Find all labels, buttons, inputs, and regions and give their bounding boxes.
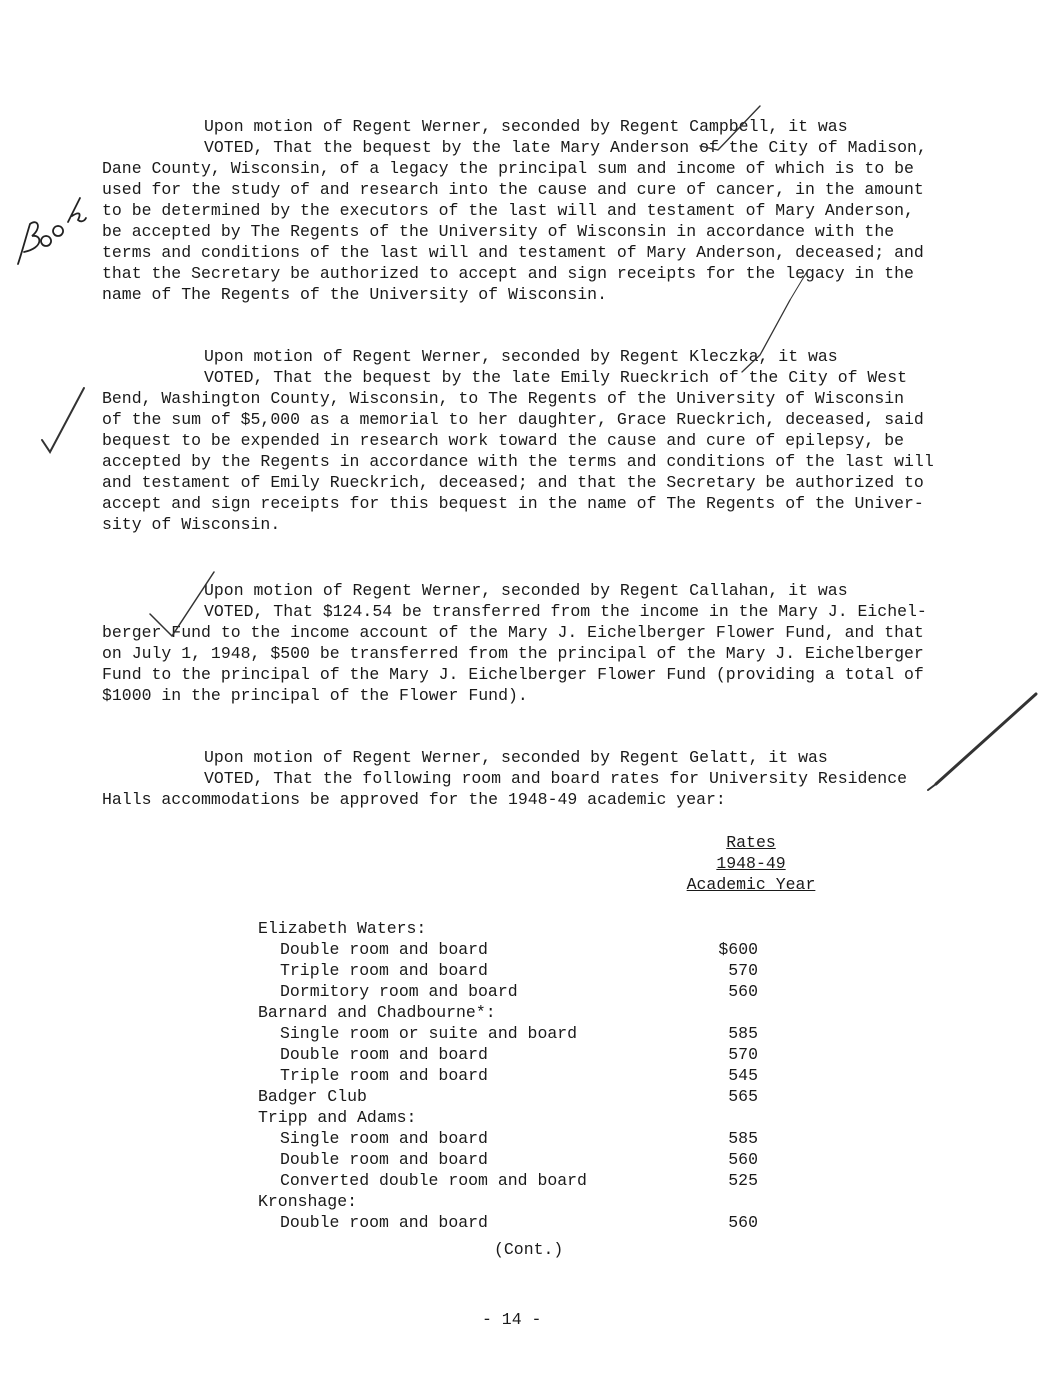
text-line: $1000 in the principal of the Flower Fund).: [102, 686, 528, 705]
text-line: to be determined by the executors of the last will and testament of Mary Anderson,: [102, 201, 914, 220]
rates-table: [258, 918, 778, 1233]
paragraph-anderson-bequest: [102, 116, 992, 305]
paragraph-eichelberger-transfer: [102, 580, 992, 706]
rates-header-line: 1948-49: [716, 854, 786, 873]
rate-value: $600: [718, 940, 758, 959]
paragraph-residence-rates: [102, 747, 992, 810]
text-line: of the sum of $5,000 as a memorial to her daughter, Grace Rueckrich, deceased, said: [102, 410, 924, 429]
rate-label: Kronshage:: [258, 1192, 358, 1211]
text-line: bequest to be expended in research work toward the cause and cure of epilepsy, be: [102, 431, 905, 450]
rate-value: 525: [728, 1171, 758, 1190]
text-line: Upon motion of Regent Werner, seconded by Regent Campbell, it was: [204, 117, 848, 136]
rate-row: [258, 1065, 778, 1086]
rate-row: [258, 1149, 778, 1170]
text-line: accept and sign receipts for this bequest in the name of The Regents of the Univer-: [102, 494, 924, 513]
text-line: Upon motion of Regent Werner, seconded by Regent Kleczka, it was: [204, 347, 838, 366]
rate-row: [258, 918, 778, 939]
text-line: terms and conditions of the last will and testament of Mary Anderson, deceased; and: [102, 243, 924, 262]
text-line: accepted by the Regents in accordance with the terms and conditions of the last will: [102, 452, 934, 471]
rate-label: Badger Club: [258, 1087, 367, 1106]
rate-label: Tripp and Adams:: [258, 1108, 417, 1127]
rate-label: Converted double room and board: [280, 1171, 587, 1190]
text-line: be accepted by The Regents of the University of Wisconsin in accordance with the: [102, 222, 895, 241]
rate-value: 585: [728, 1129, 758, 1148]
text-line: on July 1, 1948, $500 be transferred from the principal of the Mary J. Eichelberger: [102, 644, 924, 663]
rates-header-line: Academic Year: [686, 875, 816, 894]
rate-value: 545: [728, 1066, 758, 1085]
rate-label: Double room and board: [280, 1045, 488, 1064]
rate-row: [258, 1191, 778, 1212]
rate-label: Single room or suite and board: [280, 1024, 578, 1043]
rate-value: 560: [728, 1150, 758, 1169]
text-line: used for the study of and research into the cause and cure of cancer, in the amount: [102, 180, 924, 199]
text-line: VOTED, That the following room and board rates for University Residence: [204, 769, 908, 788]
rate-value: 560: [728, 1213, 758, 1232]
text-line: Fund to the principal of the Mary J. Eichelberger Flower Fund (providing a total of: [102, 665, 924, 684]
paragraph-rueckrich-bequest: [102, 346, 992, 535]
text-line: Dane County, Wisconsin, of a legacy the principal sum and income of which is to be: [102, 159, 914, 178]
check-mark-icon: [42, 388, 84, 452]
text-line: that the Secretary be authorized to accept and sign receipts for the legacy in the: [102, 264, 914, 283]
rate-row: [258, 1002, 778, 1023]
rates-column-header: [676, 832, 826, 895]
rate-label: Double room and board: [280, 1150, 488, 1169]
rate-label: Dormitory room and board: [280, 982, 518, 1001]
page-number: - 14 -: [482, 1310, 542, 1329]
text-line: and testament of Emily Rueckrich, deceased; and that the Secretary be authorized to: [102, 473, 924, 492]
rate-row: [258, 939, 778, 960]
continued-note: (Cont.): [494, 1240, 564, 1259]
rate-label: Double room and board: [280, 940, 488, 959]
text-line: Bend, Washington County, Wisconsin, to The Regents of the University of Wisconsin: [102, 389, 905, 408]
rate-row: [258, 1086, 778, 1107]
rate-value: 560: [728, 982, 758, 1001]
text-line: sity of Wisconsin.: [102, 515, 281, 534]
rate-row: [258, 1170, 778, 1191]
text-line: name of The Regents of the University of Wisconsin.: [102, 285, 607, 304]
rate-label: Double room and board: [280, 1213, 488, 1232]
rates-header-line: Rates: [726, 833, 776, 852]
text-line: berger Fund to the income account of the Mary J. Eichelberger Flower Fund, and that: [102, 623, 924, 642]
rate-value: 570: [728, 1045, 758, 1064]
rate-row: [258, 1023, 778, 1044]
text-line: VOTED, That $124.54 be transferred from the income in the Mary J. Eichel-: [204, 602, 927, 621]
text-line: Halls accommodations be approved for the 1948-49 academic year:: [102, 790, 726, 809]
text-line: VOTED, That the bequest by the late Emily Rueckrich of the City of West: [204, 368, 908, 387]
rate-label: Triple room and board: [280, 961, 488, 980]
rate-label: Barnard and Chadbourne*:: [258, 1003, 496, 1022]
rate-row: [258, 960, 778, 981]
rate-label: Triple room and board: [280, 1066, 488, 1085]
text-line: Upon motion of Regent Werner, seconded by Regent Callahan, it was: [204, 581, 848, 600]
rate-value: 565: [728, 1087, 758, 1106]
rate-row: [258, 1044, 778, 1065]
rate-label: Elizabeth Waters:: [258, 919, 427, 938]
rate-row: [258, 1128, 778, 1149]
rate-row: [258, 1212, 778, 1233]
text-line: Upon motion of Regent Werner, seconded by Regent Gelatt, it was: [204, 748, 828, 767]
rate-row: [258, 1107, 778, 1128]
rate-value: 585: [728, 1024, 758, 1043]
text-line: VOTED, That the bequest by the late Mary Anderson of the City of Madison,: [204, 138, 927, 157]
rate-label: Single room and board: [280, 1129, 488, 1148]
rate-row: [258, 981, 778, 1002]
handwritten-margin-note: [8, 192, 88, 272]
rate-value: 570: [728, 961, 758, 980]
